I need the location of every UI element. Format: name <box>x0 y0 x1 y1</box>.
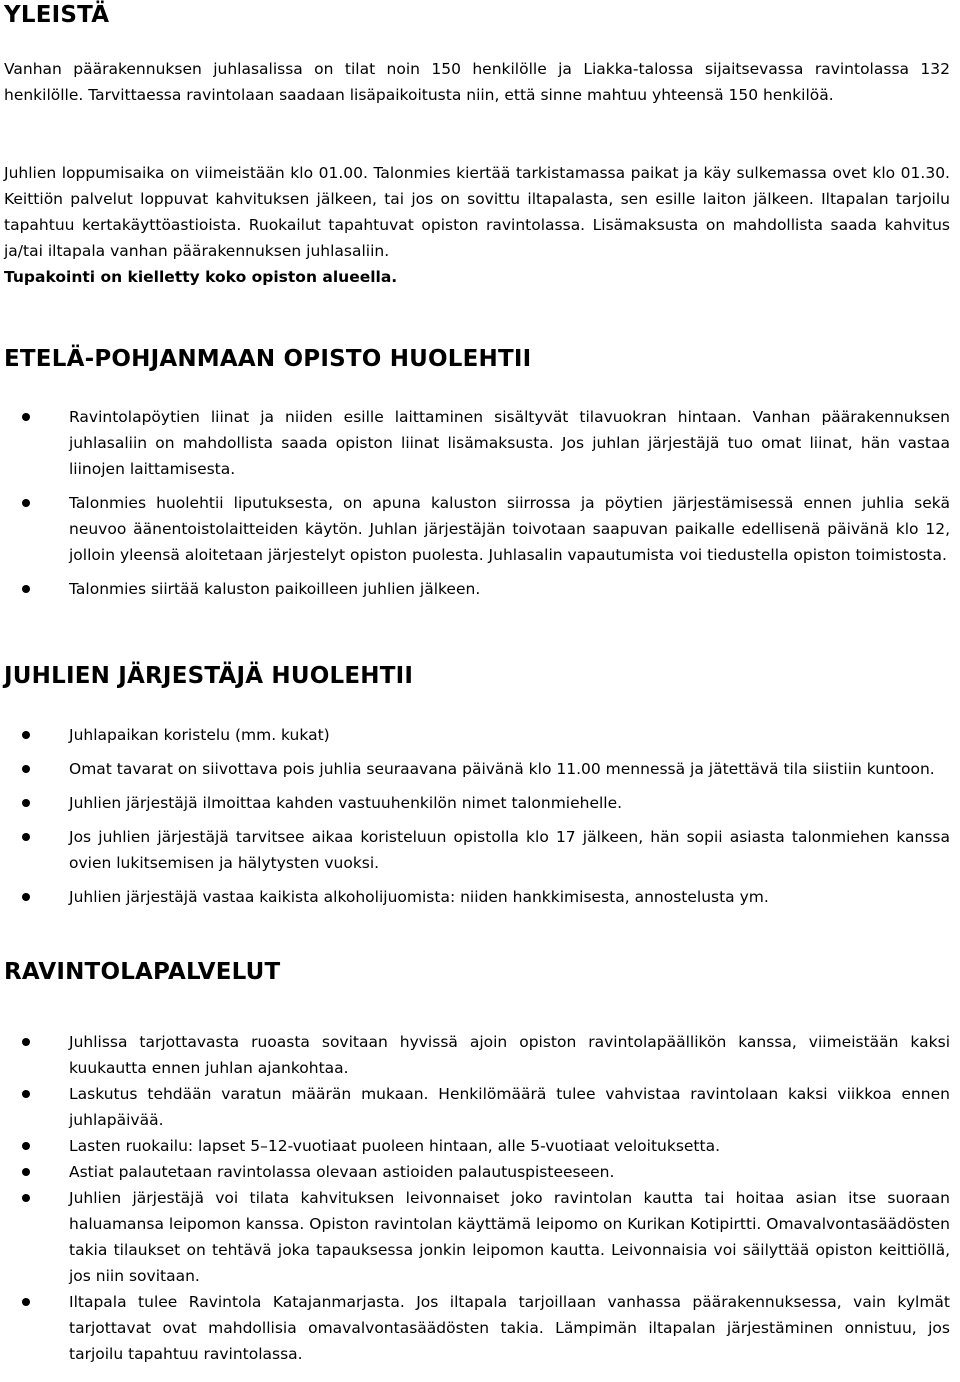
yleista-rules-paragraph <box>4 160 950 290</box>
bullet-icon <box>22 585 30 593</box>
section-heading-yleista: YLEISTÄ <box>4 2 110 28</box>
bullet-icon <box>22 765 30 773</box>
list-item-text: Laskutus tehdään varatun määrän mukaan. Henkilömäärä tulee vahvistaa ravintolaan kaksi viikkoa ennen juhlapäivää. <box>69 1085 950 1129</box>
list-item-text: Juhlien järjestäjä voi tilata kahvituksen leivonnaiset joko ravintolan kautta tai hoitaa asian itse suoraan haluamansa leipomon kanssa. Opiston ravintolan käyttämä leipomo on Kurikan Kotipirtti. Omavalvontasäädösten takia tilaukset on tehtävä joka tapauksessa jonkin leipomon kautta. Leivonnaisia voi säilyttää opiston keittiöllä, jos niin sovitaan. <box>69 1189 950 1285</box>
bullet-icon <box>22 1090 30 1098</box>
jarjestaja-list <box>0 722 950 910</box>
bullet-icon <box>22 799 30 807</box>
bullet-icon <box>22 731 30 739</box>
bullet-icon <box>22 1194 30 1202</box>
bullet-icon <box>22 499 30 507</box>
bullet-icon <box>22 1298 30 1306</box>
list-item <box>0 1159 950 1185</box>
list-item-text: Astiat palautetaan ravintolassa olevaan astioiden palautuspisteeseen. <box>69 1163 615 1181</box>
section-heading-ravintola: RAVINTOLAPALVELUT <box>4 959 281 985</box>
list-item <box>0 756 950 782</box>
list-item <box>0 1029 950 1081</box>
list-item-text: Juhlien järjestäjä ilmoittaa kahden vastuuhenkilön nimet talonmiehelle. <box>69 794 623 812</box>
list-item-text: Ravintolapöytien liinat ja niiden esille laittaminen sisältyvät tilavuokran hintaan. Vanhan päärakennuksen juhlasaliin on mahdollista saada opiston liinat lisämaksusta. Jos juhlan järjestäjä tuo omat liinat, hän vastaa liinojen laittamisesta. <box>69 408 950 478</box>
bullet-icon <box>22 1142 30 1150</box>
ravintola-list <box>0 1029 950 1367</box>
list-item-text: Juhlissa tarjottavasta ruoasta sovitaan hyvissä ajoin opiston ravintolapäällikön kanssa, viimeistään kaksi kuukautta ennen juhlan ajankohtaa. <box>69 1033 950 1077</box>
list-item-text: Jos juhlien järjestäjä tarvitsee aikaa koristeluun opistolla klo 17 jälkeen, hän sopii asiasta talonmiehen kanssa ovien lukitsemisen ja hälytysten vuoksi. <box>69 828 950 872</box>
list-item <box>0 576 950 602</box>
bullet-icon <box>22 1038 30 1046</box>
bullet-icon <box>22 893 30 901</box>
yleista-capacity-paragraph: Vanhan päärakennuksen juhlasalissa on tilat noin 150 henkilölle ja Liakka-talossa sijaitsevassa ravintolassa 132 henkilölle. Tarvittaessa ravintolaan saadaan lisäpaikoitusta niin, että sinne mahtuu yhteensä 150 henkilöä. <box>4 60 950 104</box>
list-item <box>0 404 950 482</box>
list-item <box>0 1289 950 1367</box>
list-item-text: Talonmies siirtää kaluston paikoilleen juhlien jälkeen. <box>69 580 481 598</box>
list-item <box>0 1133 950 1159</box>
list-item <box>0 790 950 816</box>
section-heading-opisto: ETELÄ-POHJANMAAN OPISTO HUOLEHTII <box>4 346 532 372</box>
list-item <box>0 1185 950 1289</box>
bullet-icon <box>22 1168 30 1176</box>
list-item <box>0 490 950 568</box>
bullet-icon <box>22 833 30 841</box>
yleista-rules-text: Juhlien loppumisaika on viimeistään klo 01.00. Talonmies kiertää tarkistamassa paikat ja käy sulkemassa ovet klo 01.30. Keittiön palvelut loppuvat kahvituksen jälkeen, tai jos on sovittu iltapalasta, sen esille laiton jälkeen. Iltapalan tarjoilu tapahtuu kertakäyttöastioista. Ruokailut tapahtuvat opiston ravintolassa. Lisämaksusta on mahdollista saada kahvitus ja/tai iltapala vanhan päärakennuksen juhlasaliin. <box>4 164 950 260</box>
bullet-icon <box>22 413 30 421</box>
list-item-text: Omat tavarat on siivottava pois juhlia seuraavana päivänä klo 11.00 mennessä ja jätettävä tila siistiin kuntoon. <box>69 760 935 778</box>
list-item-text: Lasten ruokailu: lapset 5–12-vuotiaat puoleen hintaan, alle 5-vuotiaat veloituksetta. <box>69 1137 721 1155</box>
list-item-text: Talonmies huolehtii liputuksesta, on apuna kaluston siirrossa ja pöytien järjestämisessä ennen juhlia sekä neuvoo äänentoistolaitteiden käytön. Juhlan järjestäjän toivotaan saapuvan paikalle edellisenä päivänä klo 12, jolloin yleensä aloitetaan järjestelyt opiston puolesta. Juhlasalin vapautumista voi tiedustella opiston toimistosta. <box>69 494 950 564</box>
list-item-text: Juhlien järjestäjä vastaa kaikista alkoholijuomista: niiden hankkimisesta, annostelusta ym. <box>69 888 769 906</box>
opisto-list <box>0 404 950 602</box>
list-item-text: Juhlapaikan koristelu (mm. kukat) <box>69 726 330 744</box>
section-heading-jarjestaja: JUHLIEN JÄRJESTÄJÄ HUOLEHTII <box>4 663 414 689</box>
list-item-text: Iltapala tulee Ravintola Katajanmarjasta. Jos iltapala tarjoillaan vanhassa päärakennuksessa, vain kylmät tarjottavat ovat mahdollisia omavalvontasäädösten takia. Lämpimän iltapalan järjestäminen onnistuu, jos tarjoilu tapahtuu ravintolassa. <box>69 1293 950 1363</box>
list-item <box>0 1081 950 1133</box>
list-item <box>0 722 950 748</box>
smoking-ban-note: Tupakointi on kielletty koko opiston alueella. <box>4 268 398 286</box>
list-item <box>0 884 950 910</box>
list-item <box>0 824 950 876</box>
